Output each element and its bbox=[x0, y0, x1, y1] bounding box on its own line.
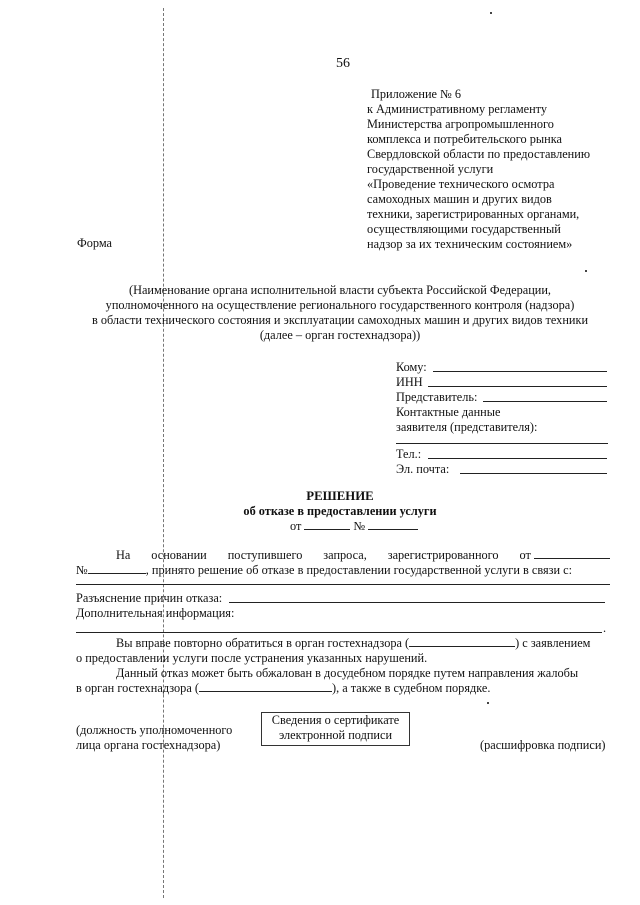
contacts-label: Контактные данные bbox=[396, 405, 501, 419]
p3-line1: Данный отказ может быть обжалован в досудебном порядке путем направления жалобы bbox=[116, 666, 579, 680]
p1-line2-text: , принято решение об отказе в предоставлении государственной услуги в связи с: bbox=[145, 563, 573, 577]
appendix-line: самоходных машин и других видов bbox=[367, 192, 552, 206]
extra-info-field[interactable] bbox=[76, 632, 602, 633]
p1-word: На bbox=[116, 548, 131, 562]
extra-info-end-dot: . bbox=[603, 621, 607, 635]
p1-word: поступившего bbox=[227, 548, 303, 562]
p3-line2 bbox=[76, 681, 490, 696]
decode-signature-label: (расшифровка подписи) bbox=[480, 738, 606, 752]
appendix-line: надзор за их техническим состоянием» bbox=[367, 237, 573, 251]
p1-from-group bbox=[520, 548, 610, 563]
from-label: от bbox=[290, 519, 302, 533]
scan-speck bbox=[585, 270, 587, 272]
decision-date-line bbox=[290, 519, 418, 534]
decision-subheading: об отказе в предоставлении услуги bbox=[243, 504, 437, 518]
appendix-line: «Проведение технического осмотра bbox=[367, 177, 555, 191]
authority-field-2[interactable] bbox=[199, 681, 332, 692]
phone-label: Тел.: bbox=[396, 447, 422, 461]
p1-word: зарегистрированного bbox=[387, 548, 499, 562]
certificate-line: Сведения о сертификате bbox=[271, 713, 400, 727]
appendix-line: осуществляющими государственный bbox=[367, 222, 561, 236]
representative-field[interactable] bbox=[483, 401, 607, 402]
appendix-line: государственной услуги bbox=[367, 162, 494, 176]
appendix-line: Свердловской области по предоставлению bbox=[367, 147, 591, 161]
inn-field[interactable] bbox=[428, 386, 607, 387]
extra-info-label: Дополнительная информация: bbox=[76, 606, 235, 620]
decision-date-field[interactable] bbox=[304, 519, 350, 530]
authority-line: (далее – орган гостехнадзора)) bbox=[259, 328, 421, 342]
certificate-line: электронной подписи bbox=[278, 728, 393, 742]
p1-word: основании bbox=[151, 548, 207, 562]
contacts-field[interactable] bbox=[396, 443, 608, 444]
request-date-field[interactable] bbox=[534, 548, 610, 559]
authority-line: в области технического состояния и эксплуатации самоходных машин и других видов техники bbox=[91, 313, 589, 327]
fold-line bbox=[163, 8, 164, 898]
phone-field[interactable] bbox=[428, 458, 607, 459]
decision-number-field[interactable] bbox=[368, 519, 418, 530]
to-label: Кому: bbox=[396, 360, 427, 374]
email-label: Эл. почта: bbox=[396, 462, 450, 476]
appendix-line: Приложение № 6 bbox=[371, 87, 462, 101]
number-label: № bbox=[353, 519, 366, 533]
appendix-line: комплекса и потребительского рынка bbox=[367, 132, 562, 146]
inn-label: ИНН bbox=[396, 375, 423, 389]
request-number-field[interactable] bbox=[88, 563, 146, 574]
p1-line2 bbox=[76, 563, 572, 578]
to-field[interactable] bbox=[433, 371, 607, 372]
p1-line1 bbox=[116, 548, 610, 563]
p2-line1 bbox=[116, 636, 590, 651]
authority-line: уполномоченного на осуществление регионального государственного контроля (надзора) bbox=[105, 298, 575, 312]
page-number: 56 bbox=[336, 56, 350, 71]
representative-label: Представитель: bbox=[396, 390, 478, 404]
decision-heading: РЕШЕНИЕ bbox=[306, 489, 374, 503]
appendix-line: Министерства агропромышленного bbox=[367, 117, 554, 131]
request-number-label: № bbox=[76, 563, 88, 577]
certificate-box bbox=[261, 712, 410, 746]
p1-word: от bbox=[519, 548, 531, 562]
scan-speck bbox=[490, 12, 492, 14]
position-label: лица органа гостехнадзора) bbox=[76, 738, 221, 752]
p2-line2: о предоставлении услуги после устранения указанных нарушений. bbox=[76, 651, 428, 665]
appendix-line: к Административному регламенту bbox=[367, 102, 548, 116]
p2-text: Вы вправе повторно обратиться в орган гостехнадзора ( bbox=[116, 636, 410, 650]
p3-text: в орган гостехнадзора ( bbox=[76, 681, 199, 695]
contacts-label: заявителя (представителя): bbox=[396, 420, 538, 434]
reason-blank-line[interactable] bbox=[76, 584, 610, 585]
form-label: Форма bbox=[77, 236, 112, 250]
scan-speck bbox=[487, 702, 489, 704]
authority-field-1[interactable] bbox=[409, 636, 515, 647]
position-label: (должность уполномоченного bbox=[76, 723, 233, 737]
authority-line: (Наименование органа исполнительной власти субъекта Российской Федерации, bbox=[128, 283, 552, 297]
p1-word: запроса, bbox=[323, 548, 367, 562]
reason-field[interactable] bbox=[229, 602, 605, 603]
appendix-line: техники, зарегистрированных органами, bbox=[367, 207, 580, 221]
p3-text-end: ), а также в судебном порядке. bbox=[331, 681, 491, 695]
reason-label: Разъяснение причин отказа: bbox=[76, 591, 223, 605]
p2-text-end: ) с заявлением bbox=[515, 636, 591, 650]
email-field[interactable] bbox=[460, 473, 607, 474]
